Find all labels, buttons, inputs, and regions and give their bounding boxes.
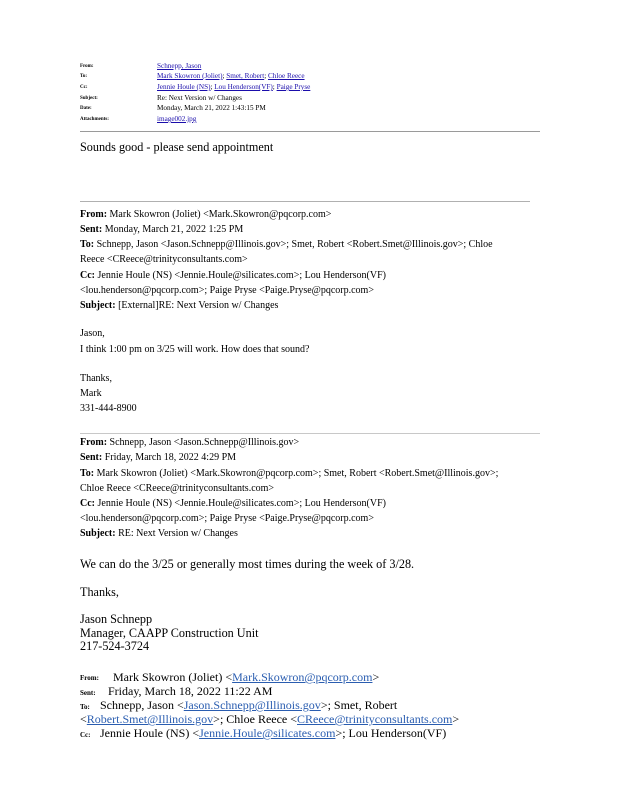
header-to-link[interactable]: Mark Skowron (Joliet)	[157, 72, 223, 80]
header-date-label: Date:	[80, 106, 92, 111]
msg3-to-sep: >; Smet, Robert	[320, 698, 398, 712]
msg1-sent-label: Sent:	[80, 224, 103, 235]
msg1-to-label: To:	[80, 239, 95, 250]
msg3-cc-name: Jennie Houle (NS) <	[100, 726, 200, 740]
msg1-sent	[80, 224, 243, 235]
msg3-cc-sep: >; Lou Henderson(VF)	[335, 726, 447, 740]
msg1-sent-value: Monday, March 21, 2022 1:25 PM	[104, 224, 244, 235]
msg3-from	[113, 670, 379, 685]
msg3-from-close: >	[372, 670, 380, 684]
msg1-subject-value: [External]RE: Next Version w/ Changes	[118, 300, 279, 311]
msg2-to-cont: Chloe Reece <CReece@trinityconsultants.com>	[80, 483, 275, 494]
msg3-to-email-link[interactable]: Robert.Smet@Illinois.gov	[86, 712, 214, 726]
msg1-subject	[80, 300, 278, 311]
msg2-to-label: To:	[80, 468, 95, 479]
msg1-from-value: Mark Skowron (Joliet) <Mark.Skowron@pqcorp.com>	[109, 209, 332, 220]
signature-phone: 217-524-3724	[80, 639, 150, 653]
msg3-cc-label: Cc:	[80, 731, 91, 739]
msg3-sent-label: Sent:	[80, 689, 96, 697]
msg2-cc-cont: <lou.henderson@pqcorp.com>; Paige Pryse <Paige.Pryse@pqcorp.com>	[80, 513, 374, 524]
msg3-from-name: Mark Skowron (Joliet) <	[113, 670, 233, 684]
msg2-sent-label: Sent:	[80, 452, 103, 463]
message-divider	[80, 433, 540, 434]
message-divider	[80, 201, 530, 202]
reply-body: Sounds good - please send appointment	[80, 140, 274, 154]
msg2-subject-label: Subject:	[80, 528, 116, 539]
msg3-to-email-link[interactable]: Jason.Schnepp@Illinois.gov	[183, 698, 321, 712]
msg1-body-line: Thanks,	[80, 373, 112, 384]
header-to-label: To:	[80, 74, 88, 79]
header-date-value: Monday, March 21, 2022 1:43:15 PM	[157, 104, 266, 112]
msg1-to-cont: Reece <CReece@trinityconsultants.com>	[80, 254, 248, 265]
msg3-to-cont	[80, 712, 459, 727]
msg2-cc-label: Cc:	[80, 498, 95, 509]
msg2-cc-value: Jennie Houle (NS) <Jennie.Houle@silicates.com>; Lou Henderson(VF)	[97, 498, 386, 509]
msg3-to-name: Schnepp, Jason <	[100, 698, 184, 712]
msg1-cc-cont: <lou.henderson@pqcorp.com>; Paige Pryse <Paige.Pryse@pqcorp.com>	[80, 285, 374, 296]
header-to-values: Mark Skowron (Joliet); Smet, Robert; Chloe Reece	[157, 72, 305, 80]
header-cc-link[interactable]: Lou Henderson(VF)	[214, 83, 273, 91]
msg3-cc	[100, 726, 446, 741]
msg3-to-close: >	[452, 712, 460, 726]
msg1-to	[80, 239, 493, 250]
header-from-label: From:	[80, 64, 94, 69]
msg1-cc	[80, 270, 386, 281]
msg2-from	[80, 437, 299, 448]
msg2-to-value: Mark Skowron (Joliet) <Mark.Skowron@pqcorp.com>; Smet, Robert <Robert.Smet@Illinois.gov>;	[96, 468, 499, 479]
header-cc-link[interactable]: Jennie Houle (NS)	[157, 83, 211, 91]
msg2-subject-value: RE: Next Version w/ Changes	[118, 528, 238, 539]
msg3-to-sep: >; Chloe Reece <	[213, 712, 298, 726]
msg3-to-email-link[interactable]: CReece@trinityconsultants.com	[297, 712, 453, 726]
msg1-from-label: From:	[80, 209, 108, 220]
header-attachments-label: Attachments:	[80, 117, 109, 122]
msg2-cc	[80, 498, 386, 509]
msg3-to-open: <	[80, 712, 87, 726]
msg2-to	[80, 468, 498, 479]
msg3-to-label: To:	[80, 703, 90, 711]
msg2-subject	[80, 528, 238, 539]
msg3-sent-value: Friday, March 18, 2022 11:22 AM	[108, 684, 273, 698]
msg2-sent-value: Friday, March 18, 2022 4:29 PM	[104, 452, 237, 463]
msg2-thanks: Thanks,	[80, 585, 119, 599]
msg1-body-line: Jason,	[80, 328, 105, 339]
msg1-body-line: Mark	[80, 388, 102, 399]
attachment-link[interactable]: image002.jpg	[157, 115, 197, 123]
signature-name: Jason Schnepp	[80, 612, 153, 626]
header-cc-label: Cc:	[80, 85, 88, 90]
msg1-to-value: Schnepp, Jason <Jason.Schnepp@Illinois.gov>; Smet, Robert <Robert.Smet@Illinois.gov>; Chloe	[96, 239, 493, 250]
header-from-link[interactable]: Schnepp, Jason	[157, 62, 202, 70]
msg3-to	[100, 698, 397, 713]
header-to-link[interactable]: Smet, Robert	[226, 72, 265, 80]
msg1-body-line: I think 1:00 pm on 3/25 will work. How does that sound?	[80, 344, 310, 355]
msg1-cc-value: Jennie Houle (NS) <Jennie.Houle@silicates.com>; Lou Henderson(VF)	[97, 270, 386, 281]
header-cc-link[interactable]: Paige Pryse	[276, 83, 311, 91]
msg3-cc-email-link[interactable]: Jennie.Houle@silicates.com	[199, 726, 336, 740]
msg2-from-value: Schnepp, Jason <Jason.Schnepp@Illinois.gov>	[109, 437, 300, 448]
header-divider	[80, 131, 540, 132]
msg3-from-email-link[interactable]: Mark.Skowron@pqcorp.com	[232, 670, 373, 684]
msg3-from-label: From:	[80, 674, 99, 682]
signature-title: Manager, CAAPP Construction Unit	[80, 626, 259, 640]
msg2-sent	[80, 452, 236, 463]
header-subject-value: Re: Next Version w/ Changes	[157, 94, 242, 102]
header-subject-label: Subject:	[80, 96, 98, 101]
msg1-subject-label: Subject:	[80, 300, 116, 311]
msg1-from	[80, 209, 331, 220]
msg2-from-label: From:	[80, 437, 108, 448]
msg1-cc-label: Cc:	[80, 270, 95, 281]
header-to-link[interactable]: Chloe Reece	[268, 72, 305, 80]
msg2-body: We can do the 3/25 or generally most times during the week of 3/28.	[80, 557, 415, 571]
header-cc-values: Jennie Houle (NS); Lou Henderson(VF); Paige Pryse	[157, 83, 311, 91]
msg1-phone: 331-444-8900	[80, 403, 137, 414]
